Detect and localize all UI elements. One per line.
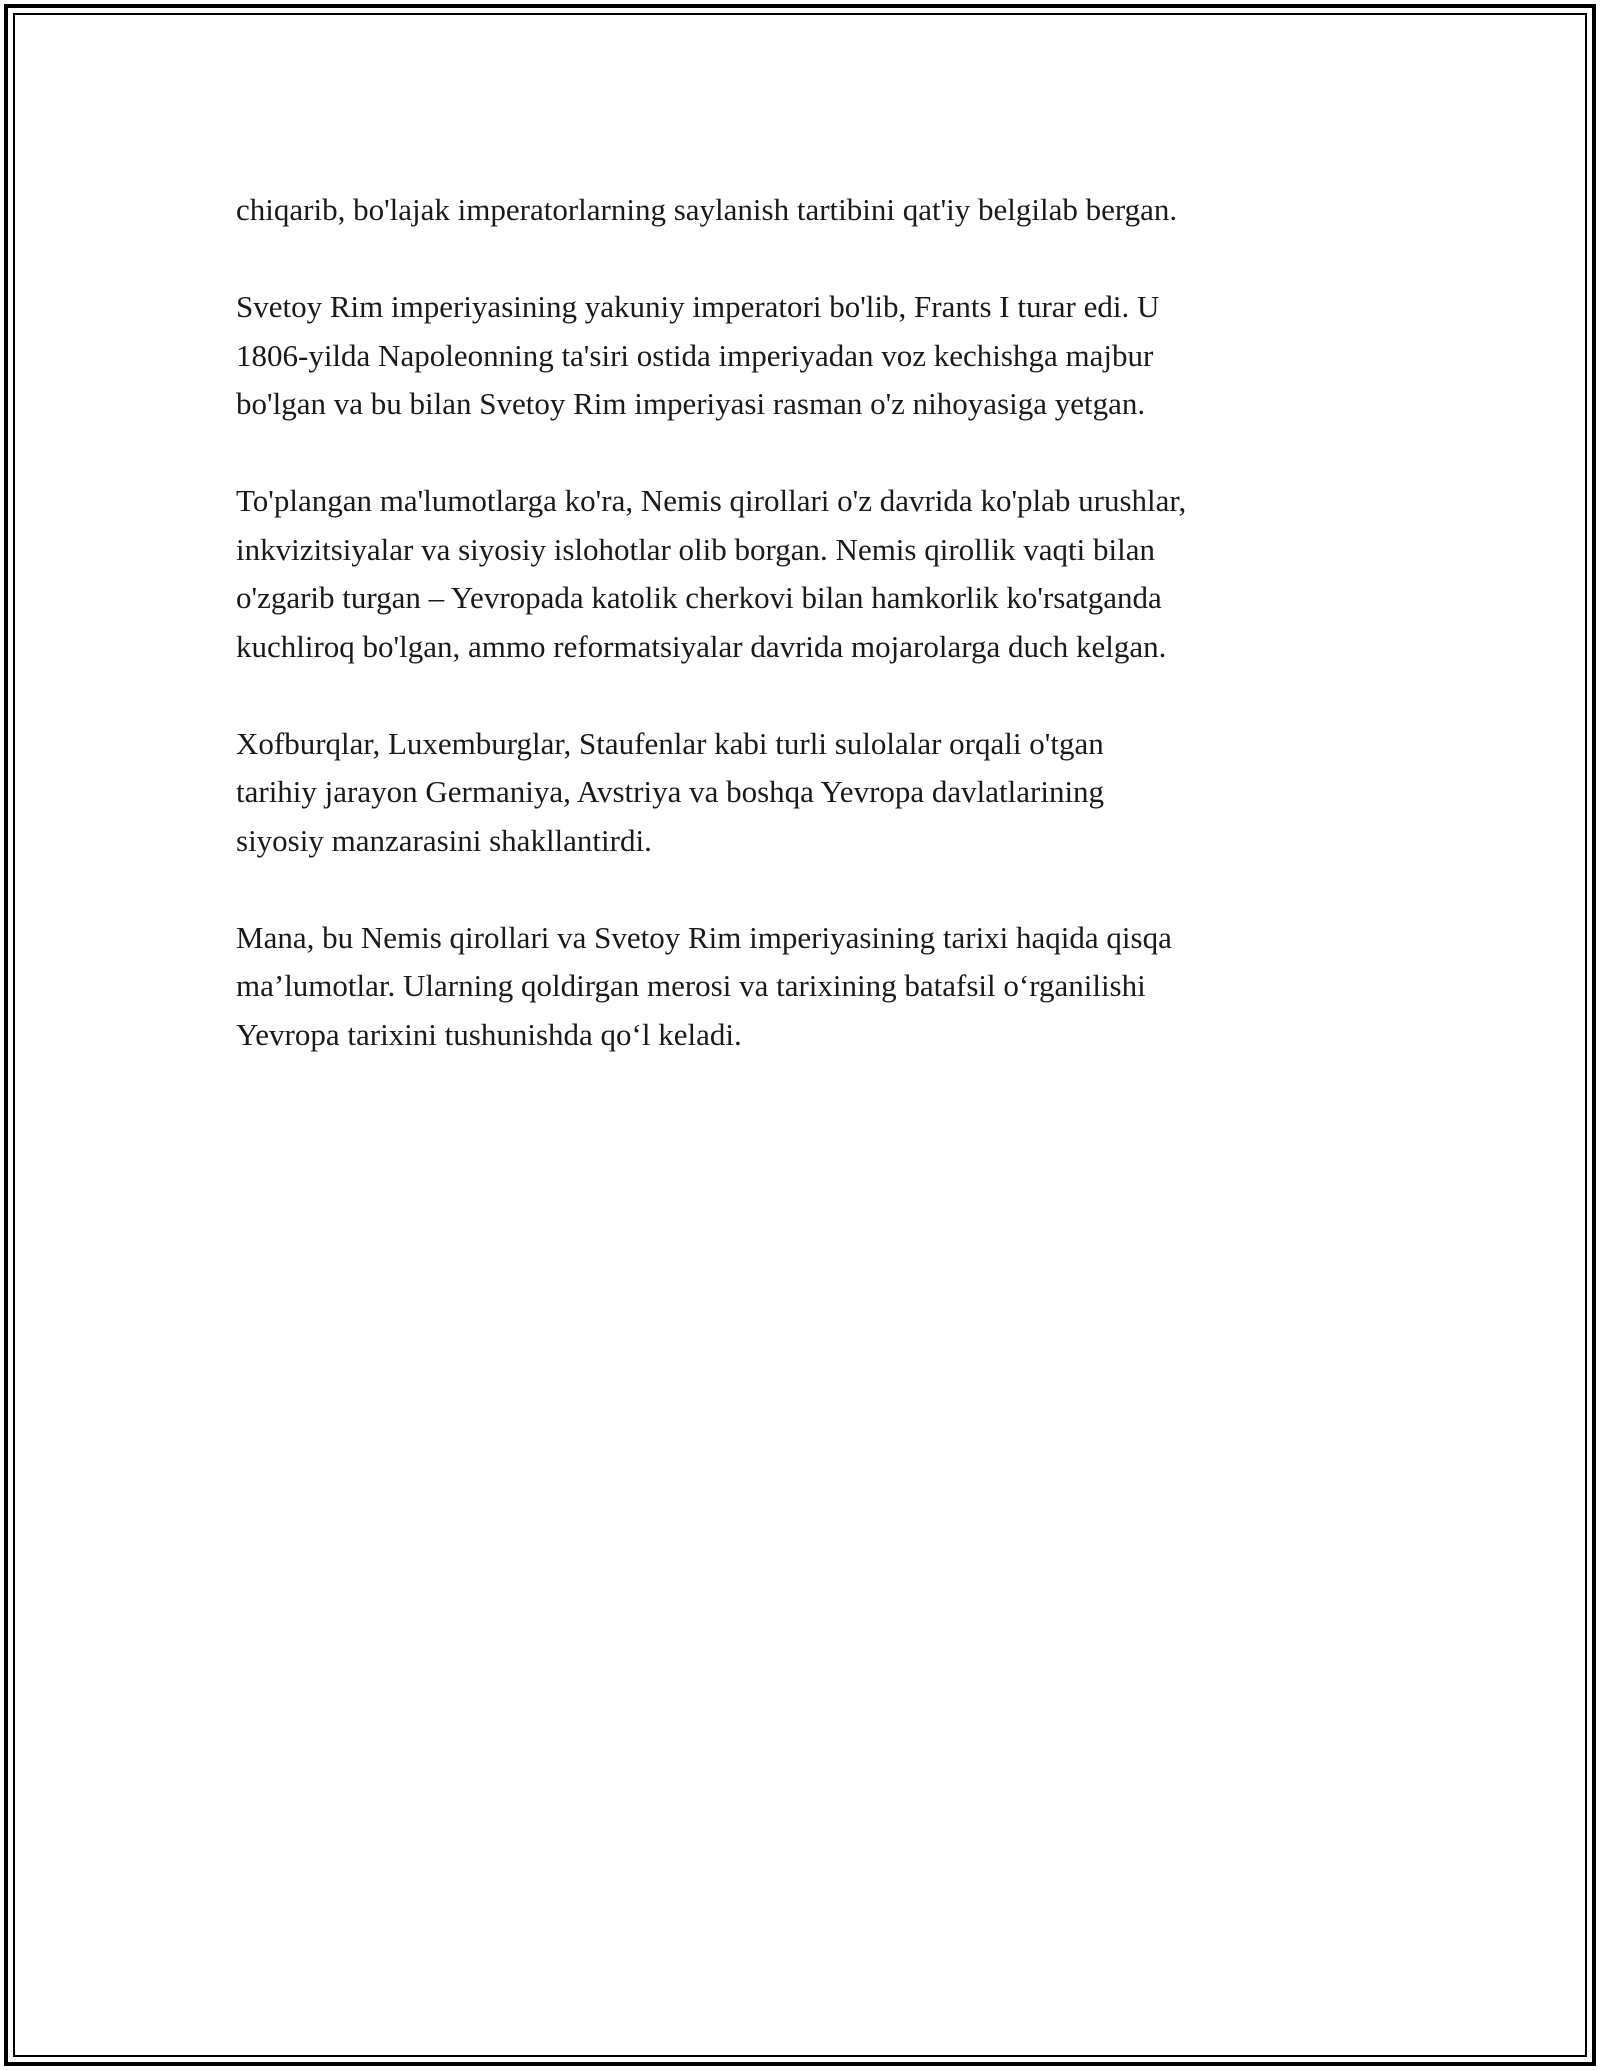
text-line: Yevropa tarixini tushunishda qo‘l keladi. [236, 1016, 742, 1052]
paragraph-5 [236, 914, 1376, 1060]
text-line: To'plangan ma'lumotlarga ko'ra, Nemis qirollari o'z davrida ko'plab urushlar, [236, 483, 1187, 518]
text-line: Mana, bu Nemis qirollari va Svetoy Rim imperiyasining tarixi haqida qisqa [236, 919, 1172, 955]
text-line: 1806-yilda Napoleonning ta'siri ostida imperiyadan voz kechishga majbur [236, 337, 1154, 373]
text-line: ma’lumotlar. Ularning qoldirgan merosi va tarixining batafsil o‘rganilishi [236, 968, 1146, 1003]
text-line: kuchliroq bo'lgan, ammo reformatsiyalar davrida mojarolarga duch kelgan. [236, 628, 1167, 664]
text-line: inkvizitsiyalar va siyosiy islohotlar olib borgan. Nemis qirollik vaqti bilan [236, 531, 1155, 567]
paragraph-3 [236, 477, 1376, 671]
text-line: bo'lgan va bu bilan Svetoy Rim imperiyasi rasman o'z nihoyasiga yetgan. [236, 386, 1146, 421]
text-line: Svetoy Rim imperiyasining yakuniy imperatori bo'lib, Frants I turar edi. U [236, 289, 1160, 324]
text-line: siyosiy manzarasini shakllantirdi. [236, 822, 652, 858]
text-line: Xofburqlar, Luxemburglar, Staufenlar kabi turli sulolalar orqali o'tgan [236, 725, 1104, 761]
text-line: o'zgarib turgan – Yevropada katolik cherkovi bilan hamkorlik ko'rsatganda [236, 580, 1162, 615]
paragraph-4 [236, 720, 1376, 866]
document-body [236, 186, 1376, 1108]
text-line: chiqarib, bo'lajak imperatorlarning saylanish tartibini qat'iy belgilab bergan. [236, 192, 1178, 227]
paragraph-1 [236, 186, 1376, 235]
paragraph-2 [236, 283, 1376, 429]
text-line: tarihiy jarayon Germaniya, Avstriya va boshqa Yevropa davlatlarining [236, 774, 1105, 809]
